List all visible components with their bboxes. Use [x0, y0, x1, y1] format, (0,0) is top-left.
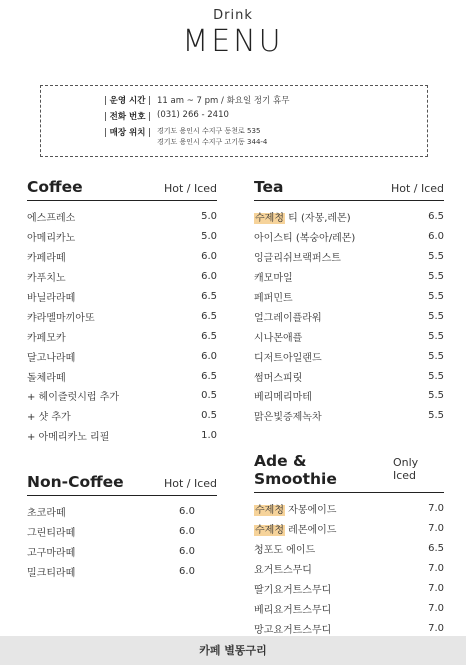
menu-item-name [254, 501, 336, 516]
menu-item-price: 5.5 [428, 370, 444, 382]
menu-item-name [27, 269, 66, 284]
menu-item-price: 5.5 [428, 271, 444, 283]
menu-item-name [27, 289, 75, 304]
menu-item [27, 306, 217, 326]
menu-item-price: 5.5 [428, 251, 444, 263]
menu-item-label: 레몬에이드 [284, 525, 337, 537]
menu-item-label: 딸기요거트스무디 [254, 585, 332, 596]
menu-item-price: 5.0 [201, 211, 217, 223]
menu-item-name [27, 524, 75, 539]
menu-item [254, 406, 444, 426]
handmade-syrup-badge: 수제청 [255, 213, 284, 225]
tea-section [254, 178, 444, 426]
menu-item [27, 542, 217, 562]
menu-item-label: 카페라떼 [27, 253, 66, 265]
menu-item-list [27, 502, 217, 582]
menu-item-label: 망고요거트스무디 [254, 624, 332, 636]
menu-item-label: 달고나라떼 [27, 352, 76, 364]
menu-item-price: 1.0 [201, 430, 217, 442]
address-line-1: 경기도 용인시 수지구 동천로 535 [157, 127, 261, 135]
menu-item-price: 6.0 [179, 566, 195, 578]
menu-item-name [27, 369, 66, 384]
menu-item-label: 시나몬애플 [254, 332, 303, 344]
menu-item-price: 0.5 [201, 390, 217, 402]
section-title: Tea [254, 178, 284, 196]
menu-item-name [254, 349, 322, 364]
menu-item-name [27, 564, 75, 579]
menu-item [254, 366, 444, 386]
menu-item-name [27, 249, 66, 264]
info-value [157, 126, 267, 148]
section-title: Ade & Smoothie [254, 452, 337, 488]
menu-item-label: + 아메리카노 리필 [27, 432, 110, 444]
info-row-location [41, 126, 427, 148]
menu-item [254, 579, 444, 599]
menu-item [27, 287, 217, 307]
menu-item [254, 247, 444, 267]
menu-item-price: 6.0 [201, 350, 217, 362]
menu-item-price: 6.0 [179, 526, 195, 538]
menu-item-name [254, 521, 336, 536]
section-title: Non-Coffee [27, 473, 124, 491]
menu-item [254, 559, 444, 579]
section-subtitle: Hot / Iced [163, 182, 217, 195]
menu-item-price: 7.0 [428, 622, 444, 634]
menu-item-price: 6.0 [201, 271, 217, 283]
menu-item-name [27, 329, 66, 344]
section-header [254, 178, 444, 201]
header-title: MENU [182, 24, 284, 59]
store-info-box [40, 85, 428, 157]
menu-item-name [254, 561, 312, 576]
menu-item-label: 청포도 에이드 [254, 545, 316, 557]
menu-item-name [27, 408, 71, 423]
menu-item-price: 6.0 [179, 546, 195, 558]
menu-item-price: 6.5 [201, 370, 217, 382]
menu-item-name [254, 269, 293, 284]
menu-item-label: 베리메리마테 [254, 392, 312, 404]
address-line-2: 경기도 용인시 수지구 고기동 344-4 [157, 138, 268, 146]
menu-item-price: 7.0 [428, 583, 444, 594]
menu-item-name [27, 349, 75, 364]
menu-item-price: 6.0 [179, 506, 195, 518]
menu-item [27, 267, 217, 287]
menu-item [254, 326, 444, 346]
menu-item-name [27, 209, 75, 224]
menu-item [27, 366, 217, 386]
menu-item-price: 5.5 [428, 310, 444, 322]
menu-item-label: 카푸치노 [27, 273, 66, 285]
menu-item-label: 카페모카 [27, 332, 66, 344]
menu-item-name [27, 229, 75, 244]
menu-item-name [254, 408, 322, 423]
menu-item-label: 요거트스무디 [254, 565, 312, 577]
menu-item-label: 초코라떼 [27, 508, 66, 520]
menu-item-label: 얼그레이플라워 [254, 312, 322, 324]
noncoffee-section [27, 473, 217, 582]
menu-item [27, 326, 217, 346]
menu-item [27, 227, 217, 247]
menu-item-name [254, 601, 331, 616]
menu-item [27, 207, 217, 227]
menu-item-price: 5.5 [428, 390, 444, 402]
menu-item-price: 5.5 [428, 350, 444, 362]
menu-item [254, 346, 444, 366]
menu-item-price: 6.0 [201, 251, 217, 263]
menu-item-price: 5.5 [428, 291, 444, 302]
menu-item-list [27, 207, 217, 446]
menu-item-label: 아이스티 (복숭아/레몬) [254, 233, 356, 245]
menu-item [27, 386, 217, 406]
menu-item-name [254, 209, 351, 224]
menu-item [27, 426, 217, 446]
menu-item-price: 5.5 [428, 410, 444, 422]
menu-item-label: 밀크티라떼 [27, 568, 76, 580]
menu-item-price: 7.0 [428, 563, 444, 575]
menu-item-label: 에스프레소 [27, 213, 76, 225]
section-header [254, 452, 444, 493]
menu-item-label: 캬라멜마끼아또 [27, 312, 95, 324]
menu-item [27, 406, 217, 426]
info-row-phone [41, 110, 427, 122]
menu-item-name [254, 369, 302, 384]
menu-item-name [254, 289, 293, 304]
info-row-hours [41, 94, 427, 106]
menu-item [254, 386, 444, 406]
menu-item [254, 539, 444, 559]
menu-item [254, 227, 444, 247]
menu-item [27, 247, 217, 267]
menu-item-price: 5.0 [201, 231, 217, 243]
menu-item-price: 6.5 [201, 291, 217, 302]
menu-item-price: 6.5 [201, 330, 217, 342]
menu-item-name [27, 504, 66, 519]
info-value: 11 am ~ 7 pm / 화요일 정기 휴무 [157, 96, 290, 106]
menu-item [27, 502, 217, 522]
ade-smoothie-section [254, 452, 444, 638]
menu-item-label: 바닐라라떼 [27, 293, 76, 304]
menu-item [254, 306, 444, 326]
coffee-section [27, 178, 217, 446]
menu-item-label: + 샷 추가 [27, 412, 71, 424]
menu-item-price: 7.0 [428, 602, 444, 614]
menu-item-label: 페퍼민트 [254, 293, 293, 304]
menu-item-label: 고구마라떼 [27, 548, 76, 560]
menu-item-name [254, 309, 322, 324]
menu-item-label: 맑은빛증제녹차 [254, 412, 322, 424]
menu-item-label: 잉글리쉬브랙퍼스트 [254, 253, 341, 265]
handmade-syrup-badge: 수제청 [255, 525, 284, 537]
menu-item-list [254, 499, 444, 638]
menu-item [27, 346, 217, 366]
menu-item-label: 아메리카노 [27, 233, 76, 245]
menu-item-name [254, 541, 315, 556]
menu-item-list [254, 207, 444, 426]
menu-item [254, 207, 444, 227]
menu-item-name [254, 581, 331, 596]
menu-item-name [27, 309, 95, 324]
menu-item [254, 267, 444, 287]
section-header [27, 473, 217, 496]
menu-item-name [254, 388, 312, 403]
menu-item-price: 5.5 [428, 330, 444, 342]
info-value: (031) 266 - 2410 [157, 110, 229, 120]
menu-item-price: 7.0 [428, 523, 444, 535]
menu-item-name [27, 388, 119, 403]
section-header [27, 178, 217, 201]
menu-item [254, 499, 444, 519]
menu-header [0, 8, 466, 58]
section-subtitle: Only Iced [392, 456, 419, 482]
menu-item-name [254, 329, 302, 344]
menu-item-price: 7.0 [428, 503, 444, 515]
menu-item-name [254, 621, 331, 636]
footer-cafe-name: 카페 별똥구리 [0, 636, 466, 665]
menu-item-label: 티 (자몽,레몬) [284, 213, 351, 225]
menu-item-name [27, 544, 75, 559]
menu-item-label: 디저트아일랜드 [254, 352, 322, 364]
menu-item-name [27, 428, 109, 443]
menu-item-label: 그린티라떼 [27, 528, 76, 540]
menu-item [254, 287, 444, 307]
handmade-syrup-badge: 수제청 [255, 505, 284, 517]
menu-item [27, 562, 217, 582]
info-label: | 운영 시간 | [41, 94, 157, 106]
menu-item-label: + 헤이즐럿시럽 추가 [27, 392, 120, 404]
section-subtitle: Hot / Iced [163, 477, 217, 490]
section-title: Coffee [27, 178, 83, 196]
menu-item-price: 6.5 [201, 310, 217, 322]
menu-item-label: 썸머스피릿 [254, 372, 303, 384]
menu-item [254, 598, 444, 618]
header-subtitle: Drink [213, 8, 253, 23]
menu-item-label: 캐모마일 [254, 273, 293, 285]
menu-item [254, 519, 444, 539]
info-label: | 매장 위치 | [41, 126, 157, 138]
info-label: | 전화 번호 | [41, 110, 157, 122]
menu-item [27, 522, 217, 542]
menu-item-name [254, 249, 341, 264]
menu-item-name [254, 229, 355, 244]
menu-item-price: 0.5 [201, 410, 217, 422]
menu-item-label: 돌체라떼 [27, 372, 66, 384]
menu-item-price: 6.5 [428, 211, 444, 223]
menu-item-label: 베리요거트스무디 [254, 604, 332, 616]
menu-item-price: 6.0 [428, 231, 444, 243]
menu-item-price: 6.5 [428, 543, 444, 555]
menu-item-label: 자몽에이드 [284, 505, 337, 517]
section-subtitle: Hot / Iced [390, 182, 444, 195]
